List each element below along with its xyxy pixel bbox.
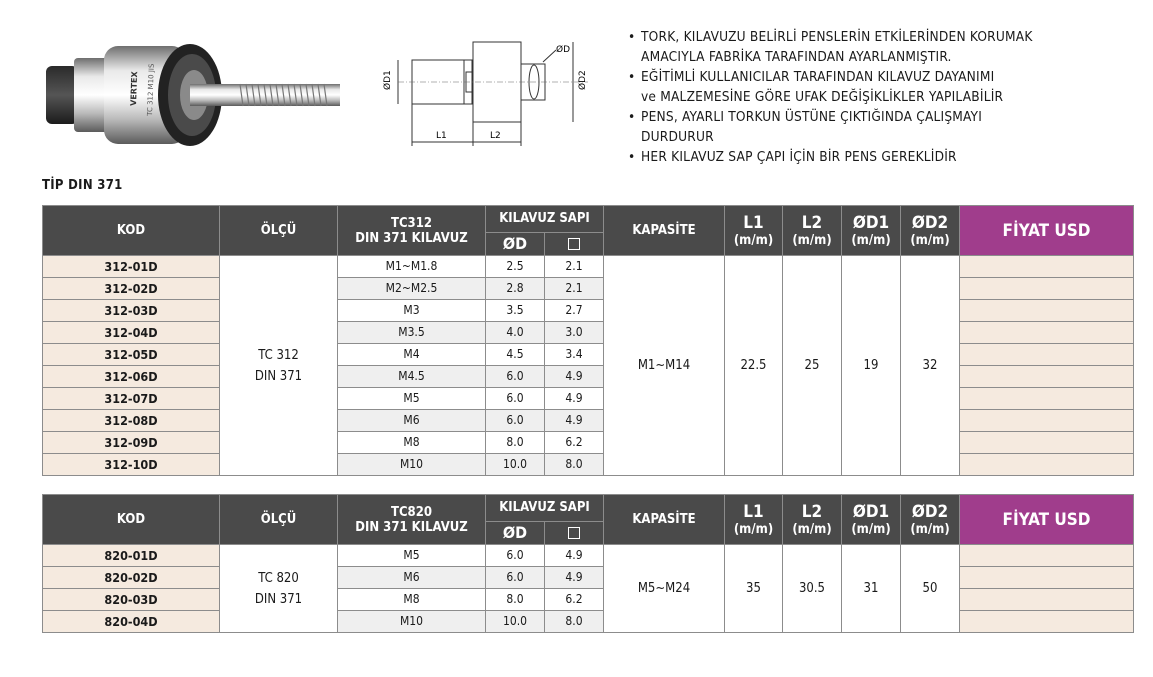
technical-drawing <box>378 28 598 153</box>
header-d1: ØD1 (m/m) <box>842 495 901 545</box>
table-row <box>43 256 1134 278</box>
header-d: ØD <box>486 233 545 256</box>
d2-cell: 32 <box>901 256 960 476</box>
price-cell <box>960 278 1134 300</box>
note-line: HER KILAVUZ SAP ÇAPI İÇİN BİR PENS GEREKLİDİR <box>641 149 957 165</box>
table-row <box>43 344 1134 366</box>
d1-cell: 31 <box>842 545 901 633</box>
d1-cell: 19 <box>842 256 901 476</box>
size-cell: M5 <box>338 388 486 410</box>
section-title: TİP DIN 371 <box>42 178 123 193</box>
l1-cell: 35 <box>725 545 783 633</box>
d2-cell: 50 <box>901 545 960 633</box>
kapasite-cell: M1~M14 <box>604 256 725 476</box>
bullet-icon: • <box>628 109 636 125</box>
shank-d-cell: 3.5 <box>486 300 545 322</box>
shank-square-cell: 4.9 <box>545 366 604 388</box>
table-row <box>43 589 1134 611</box>
shank-d-cell: 2.8 <box>486 278 545 300</box>
size-cell: M3 <box>338 300 486 322</box>
table-row <box>43 410 1134 432</box>
bullet-icon: • <box>628 69 636 85</box>
shank-square-cell: 4.9 <box>545 567 604 589</box>
kod-cell: 820-03D <box>43 589 220 611</box>
drawing-label-d2: ØD2 <box>578 70 588 90</box>
price-cell <box>960 366 1134 388</box>
drawing-label-d1: ØD1 <box>383 70 393 90</box>
price-cell <box>960 256 1134 278</box>
shank-square-cell: 4.9 <box>545 410 604 432</box>
shank-square-cell: 6.2 <box>545 589 604 611</box>
kod-cell: 312-08D <box>43 410 220 432</box>
shank-d-cell: 6.0 <box>486 410 545 432</box>
shank-square-cell: 8.0 <box>545 454 604 476</box>
shank-square-cell: 6.2 <box>545 432 604 454</box>
shank-square-cell: 4.9 <box>545 388 604 410</box>
header-d: ØD <box>486 522 545 545</box>
price-cell <box>960 300 1134 322</box>
header-model: TC820 DIN 371 KILAVUZ <box>338 495 486 545</box>
size-cell: M5 <box>338 545 486 567</box>
spec-table-tc312 <box>42 205 1134 476</box>
price-cell <box>960 567 1134 589</box>
table-row <box>43 300 1134 322</box>
size-cell: M10 <box>338 454 486 476</box>
olcu-cell: TC 820 DIN 371 <box>220 545 338 633</box>
header-olcu: ÖLÇÜ <box>220 206 338 256</box>
kod-cell: 312-04D <box>43 322 220 344</box>
shank-d-cell: 6.0 <box>486 545 545 567</box>
note-line: DURDURUR <box>641 129 714 145</box>
header-kod: KOD <box>43 206 220 256</box>
header-fiyat: FİYAT USD <box>960 206 1134 256</box>
kod-cell: 312-07D <box>43 388 220 410</box>
kod-cell: 312-01D <box>43 256 220 278</box>
kod-cell: 820-04D <box>43 611 220 633</box>
size-cell: M3.5 <box>338 322 486 344</box>
header-l2: L2 (m/m) <box>783 495 842 545</box>
kod-cell: 312-05D <box>43 344 220 366</box>
l1-cell: 22.5 <box>725 256 783 476</box>
kod-cell: 312-10D <box>43 454 220 476</box>
table-row <box>43 611 1134 633</box>
price-cell <box>960 410 1134 432</box>
price-cell <box>960 388 1134 410</box>
note-item <box>628 27 1148 67</box>
size-cell: M4.5 <box>338 366 486 388</box>
price-cell <box>960 454 1134 476</box>
note-item <box>628 67 1148 107</box>
header-kapasite: KAPASİTE <box>604 495 725 545</box>
table-row <box>43 278 1134 300</box>
shank-square-cell: 2.7 <box>545 300 604 322</box>
l2-cell: 25 <box>783 256 842 476</box>
price-cell <box>960 589 1134 611</box>
table-row <box>43 322 1134 344</box>
table-row <box>43 567 1134 589</box>
size-cell: M6 <box>338 567 486 589</box>
shank-square-cell: 4.9 <box>545 545 604 567</box>
header-square <box>545 233 604 256</box>
shank-d-cell: 6.0 <box>486 366 545 388</box>
drawing-label-d: ØD <box>556 45 571 55</box>
header-square <box>545 522 604 545</box>
table-row <box>43 454 1134 476</box>
note-line: AMACIYLA FABRİKA TARAFINDAN AYARLANMIŞTIR. <box>641 49 952 65</box>
table-row <box>43 366 1134 388</box>
olcu-cell: TC 312 DIN 371 <box>220 256 338 476</box>
notes-list <box>628 27 1148 167</box>
photo-brand-text: VERTEX <box>129 71 140 107</box>
price-cell <box>960 344 1134 366</box>
shank-square-cell: 8.0 <box>545 611 604 633</box>
header-l1: L1 (m/m) <box>725 206 783 256</box>
header-l2: L2 (m/m) <box>783 206 842 256</box>
kod-cell: 820-01D <box>43 545 220 567</box>
shank-d-cell: 6.0 <box>486 567 545 589</box>
size-cell: M8 <box>338 589 486 611</box>
product-photo <box>40 28 355 160</box>
header-model: TC312 DIN 371 KILAVUZ <box>338 206 486 256</box>
kod-cell: 312-02D <box>43 278 220 300</box>
size-cell: M6 <box>338 410 486 432</box>
shank-square-cell: 3.0 <box>545 322 604 344</box>
shank-square-cell: 2.1 <box>545 278 604 300</box>
size-cell: M4 <box>338 344 486 366</box>
size-cell: M2~M2.5 <box>338 278 486 300</box>
price-cell <box>960 432 1134 454</box>
header-kod: KOD <box>43 495 220 545</box>
drawing-label-l1: L1 <box>436 131 447 141</box>
header-l1: L1 (m/m) <box>725 495 783 545</box>
kod-cell: 312-09D <box>43 432 220 454</box>
bullet-icon: • <box>628 29 636 45</box>
size-cell: M10 <box>338 611 486 633</box>
shank-d-cell: 8.0 <box>486 432 545 454</box>
square-icon <box>568 238 580 250</box>
spec-table-tc820 <box>42 494 1134 633</box>
kapasite-cell: M5~M24 <box>604 545 725 633</box>
square-icon <box>568 527 580 539</box>
l2-cell: 30.5 <box>783 545 842 633</box>
bullet-icon: • <box>628 149 636 165</box>
shank-d-cell: 10.0 <box>486 454 545 476</box>
table-row <box>43 388 1134 410</box>
shank-d-cell: 4.0 <box>486 322 545 344</box>
header-kilavuz-sapi: KILAVUZ SAPI <box>486 495 604 522</box>
header-d2: ØD2 (m/m) <box>901 495 960 545</box>
note-line: ve MALZEMESİNE GÖRE UFAK DEĞİŞİKLİKLER YAPILABİLİR <box>641 89 1004 105</box>
price-cell <box>960 545 1134 567</box>
shank-square-cell: 3.4 <box>545 344 604 366</box>
header-kapasite: KAPASİTE <box>604 206 725 256</box>
photo-engraving-text: TC 312 M10 JIS <box>146 63 156 117</box>
size-cell: M8 <box>338 432 486 454</box>
header-d2: ØD2 (m/m) <box>901 206 960 256</box>
header-olcu: ÖLÇÜ <box>220 495 338 545</box>
note-line: PENS, AYARLI TORKUN ÜSTÜNE ÇIKTIĞINDA ÇALIŞMAYI <box>641 109 983 125</box>
header-fiyat: FİYAT USD <box>960 495 1134 545</box>
shank-d-cell: 6.0 <box>486 388 545 410</box>
kod-cell: 312-03D <box>43 300 220 322</box>
kod-cell: 312-06D <box>43 366 220 388</box>
shank-d-cell: 4.5 <box>486 344 545 366</box>
header-d1: ØD1 (m/m) <box>842 206 901 256</box>
table-row <box>43 545 1134 567</box>
price-cell <box>960 611 1134 633</box>
note-item <box>628 147 1148 167</box>
header-kilavuz-sapi: KILAVUZ SAPI <box>486 206 604 233</box>
note-item <box>628 107 1148 147</box>
drawing-label-l2: L2 <box>490 131 501 141</box>
shank-d-cell: 8.0 <box>486 589 545 611</box>
size-cell: M1~M1.8 <box>338 256 486 278</box>
note-line: TORK, KILAVUZU BELİRLİ PENSLERİN ETKİLERİNDEN KORUMAK <box>641 29 1033 45</box>
shank-d-cell: 10.0 <box>486 611 545 633</box>
shank-square-cell: 2.1 <box>545 256 604 278</box>
shank-d-cell: 2.5 <box>486 256 545 278</box>
table-row <box>43 432 1134 454</box>
note-line: EĞİTİMLİ KULLANICILAR TARAFINDAN KILAVUZ DAYANIMI <box>641 69 995 85</box>
price-cell <box>960 322 1134 344</box>
kod-cell: 820-02D <box>43 567 220 589</box>
